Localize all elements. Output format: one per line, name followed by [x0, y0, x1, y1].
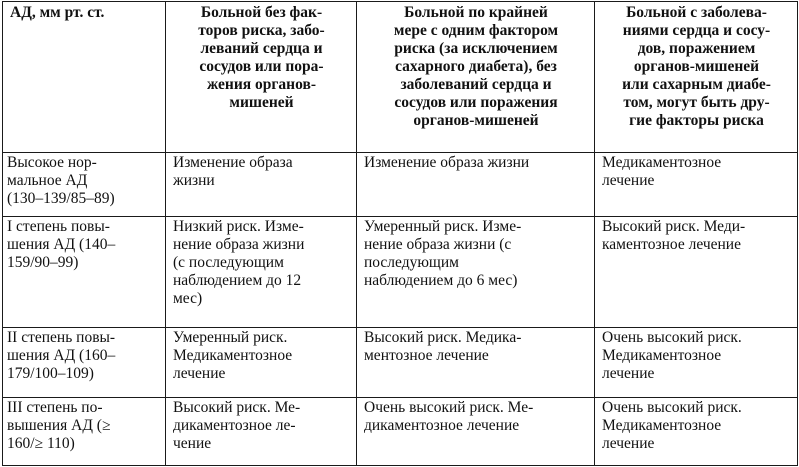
header-cell-heart-disease	[595, 2, 798, 153]
table-cell	[166, 398, 357, 466]
header-cell-bp	[3, 2, 166, 153]
header-label: Больной с заболева- ниями сердца и сосу- дов, поражением органов-мишеней или сахарным диабе- том, могут быть дру- гие факторы риска	[622, 4, 771, 129]
cell-text: Очень высокий риск. Ме- дикаментозное лечение	[364, 399, 534, 434]
bp-category-cell	[3, 398, 166, 466]
bp-category-cell	[3, 153, 166, 217]
table-cell	[357, 398, 595, 466]
table-cell	[595, 153, 798, 217]
table-row	[3, 153, 798, 217]
table-cell	[166, 153, 357, 217]
cell-text: Высокое нор- мальное АД (130–139/85–89)	[7, 154, 115, 207]
table-row	[3, 217, 798, 328]
table-row	[3, 328, 798, 398]
cell-text: Умеренный риск. Медикаментозное лечение	[173, 329, 293, 382]
table-cell	[595, 398, 798, 466]
cell-text: Высокий риск. Медика- ментозное лечение	[364, 329, 522, 364]
cell-text: Высокий риск. Ме- дикаментозное ле- чение	[173, 399, 301, 452]
table-cell	[357, 328, 595, 398]
table-cell	[595, 217, 798, 328]
cell-text: Медикаментозное лечение	[602, 154, 722, 189]
cell-text: Очень высокий риск. Медикаментозное лечение	[602, 399, 742, 452]
cell-text: Высокий риск. Меди- каментозное лечение	[602, 218, 746, 253]
table-header-row	[3, 2, 798, 153]
header-cell-no-risk-factors	[166, 2, 357, 153]
cell-text: III степень по- вышения АД (≥ 160/≥ 110)	[7, 399, 111, 452]
cell-text: I степень повы- шения АД (140– 159/90–99)	[7, 218, 116, 271]
table-cell	[357, 217, 595, 328]
table-cell	[166, 217, 357, 328]
table-cell	[166, 328, 357, 398]
cell-text: Изменение образа жизни	[173, 154, 293, 189]
bp-category-cell	[3, 328, 166, 398]
header-label: Больной без фак- торов риска, забо- леваний сердца и сосудов или пора- жения органов- мишеней	[198, 4, 325, 111]
cell-text: Очень высокий риск. Медикаментозное лечение	[602, 329, 742, 382]
cell-text: Низкий риск. Изме- нение образа жизни (с последующим наблюдением до 12 мес)	[173, 218, 305, 307]
cell-text: II степень повы- шения АД (160– 179/100–109)	[7, 329, 116, 382]
header-cell-one-risk-factor	[357, 2, 595, 153]
header-label: Больной по крайней мере с одним фактором риска (за исключением сахарного диабета), без заболеваний сердца и сосудов или поражения органов-мишеней	[393, 4, 559, 129]
risk-treatment-table-container	[2, 1, 797, 465]
table-cell	[595, 328, 798, 398]
cell-text: Изменение образа жизни	[364, 154, 530, 171]
bp-category-cell	[3, 217, 166, 328]
risk-treatment-table	[2, 1, 798, 466]
table-row	[3, 398, 798, 466]
cell-text: Умеренный риск. Изме- нение образа жизни (с последующим наблюдением до 6 мес)	[364, 218, 522, 289]
table-cell	[357, 153, 595, 217]
header-label: АД, мм рт. ст.	[10, 4, 105, 21]
